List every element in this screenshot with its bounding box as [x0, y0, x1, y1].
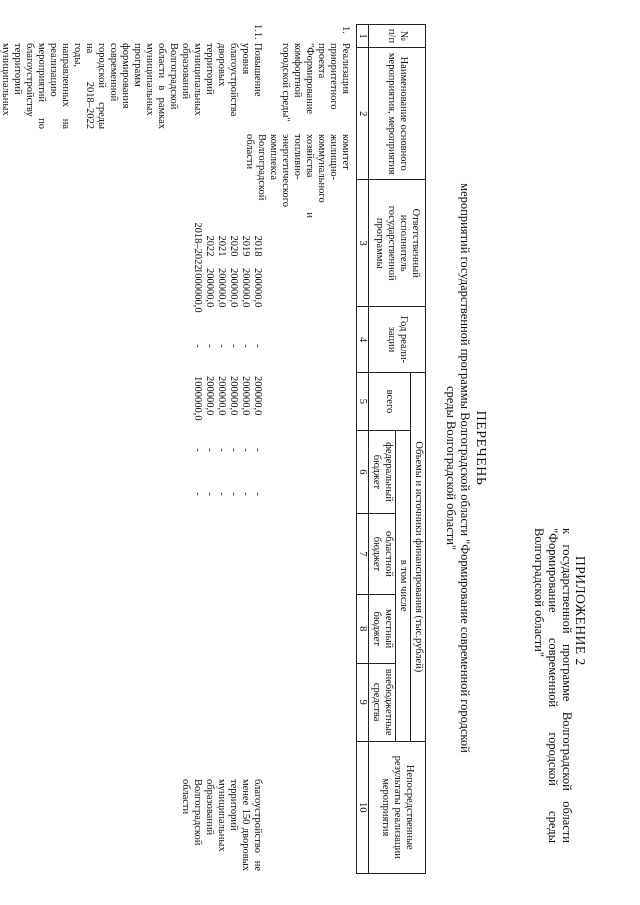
- col-number: 8: [357, 594, 369, 663]
- extra-column: [191, 484, 263, 504]
- extra-value: -: [204, 492, 215, 496]
- extra-value: -: [240, 492, 251, 496]
- extra-value: -: [216, 492, 227, 496]
- row-number: 1.: [340, 26, 351, 34]
- year-value: 2022: [204, 235, 215, 257]
- document-title: ПЕРЕЧЕНЬ: [473, 410, 488, 486]
- header-total: всего: [369, 373, 411, 431]
- regional-value: 200000,0: [228, 376, 239, 416]
- regional-value: 200000,0: [252, 376, 263, 416]
- header-name: Наименование основного мероприятия, мероприятия: [369, 48, 426, 180]
- header-federal: федеральный бюджет: [369, 430, 396, 513]
- total-value: 200000,0: [216, 268, 227, 308]
- federal-value: -: [204, 344, 215, 348]
- local-value: -: [240, 448, 251, 452]
- appendix-reference: к государственной программе Волгоградской области "Формирование современной городской среды Волгоградской области": [532, 528, 574, 843]
- header-year: Год реали-зации: [369, 306, 426, 372]
- appendix-title: ПРИЛОЖЕНИЕ 2: [573, 556, 588, 666]
- federal-value: -: [252, 344, 263, 348]
- col-number: 6: [357, 430, 369, 513]
- row-executor: комитет жилищно-коммунального хозяйства и топливно-энергетического комплекса Волгоградской области: [244, 134, 351, 218]
- header-regional: областной бюджет: [369, 514, 396, 595]
- activities-table-header: [356, 24, 426, 874]
- year-value: 2018: [252, 235, 263, 257]
- total-value: 200000,0: [204, 268, 215, 308]
- landscape-sheet: [0, 8, 635, 888]
- local-value: -: [192, 448, 203, 452]
- header-extra: внебюджетные средства: [369, 663, 396, 741]
- header-local: местный бюджет: [369, 594, 396, 663]
- document-subtitle: мероприятий государственной программы Волгоградской области "Формирование современной городской среды Волгоградской области": [444, 183, 472, 753]
- row-number: 1.1.: [252, 24, 263, 40]
- regional-value: 200000,0: [216, 376, 227, 416]
- col-number: 4: [357, 306, 369, 372]
- table-body: [0, 24, 354, 874]
- year-value: 2020: [228, 235, 239, 257]
- regional-value: 1000000,0: [192, 376, 203, 421]
- year-column: [191, 221, 263, 271]
- total-value: 1000000,0: [192, 268, 203, 313]
- total-value: 200000,0: [228, 268, 239, 308]
- row-name: Реализация приоритетного проекта "Формирование комфортной городской среды": [280, 43, 351, 122]
- row-result: благоустройство не менее 150 дворовых территорий муниципальных образований Волгоградской области: [180, 779, 263, 871]
- header-financing: Объемы и источники финансирования (тыс.рублей): [411, 373, 426, 741]
- total-column: [191, 268, 263, 314]
- regional-value: 200000,0: [240, 376, 251, 416]
- col-number: 2: [357, 48, 369, 180]
- header-executor: Ответственный исполнитель государственной программы: [369, 180, 426, 307]
- local-column: [191, 440, 263, 460]
- year-value: 2021: [216, 235, 227, 257]
- col-number: 1: [357, 25, 369, 48]
- extra-value: -: [192, 492, 203, 496]
- federal-column: [191, 336, 263, 356]
- regional-value: 200000,0: [204, 376, 215, 416]
- header-results: Непосредственные результаты реализации мероприятия: [369, 741, 426, 873]
- extra-value: -: [252, 492, 263, 496]
- col-number: 3: [357, 180, 369, 307]
- col-number: 7: [357, 514, 369, 595]
- federal-value: -: [192, 344, 203, 348]
- col-number: 10: [357, 741, 369, 873]
- header-including: в том числе: [396, 430, 411, 741]
- header-num: № п/п: [369, 25, 426, 48]
- row-name: Повышение уровня благоустройства дворовых территорий муниципальных образований Волгоградской области в рамках муниципальных программ формирования современной городской среды на 2018–2022 годы, направленных на реализацию мероприятий по благоустройству территорий муниципальных: [0, 43, 263, 129]
- year-value: 2019: [240, 235, 251, 257]
- col-number: 9: [357, 663, 369, 741]
- total-value: 200000,0: [252, 268, 263, 308]
- federal-value: -: [216, 344, 227, 348]
- total-value: 200000,0: [240, 268, 251, 308]
- year-value: 2018–2022: [192, 222, 203, 270]
- regional-column: [191, 376, 263, 432]
- local-value: -: [204, 448, 215, 452]
- local-value: -: [216, 448, 227, 452]
- local-value: -: [252, 448, 263, 452]
- federal-value: -: [240, 344, 251, 348]
- column-number-row: [357, 25, 369, 874]
- col-number: 5: [357, 373, 369, 431]
- extra-value: -: [228, 492, 239, 496]
- local-value: -: [228, 448, 239, 452]
- federal-value: -: [228, 344, 239, 348]
